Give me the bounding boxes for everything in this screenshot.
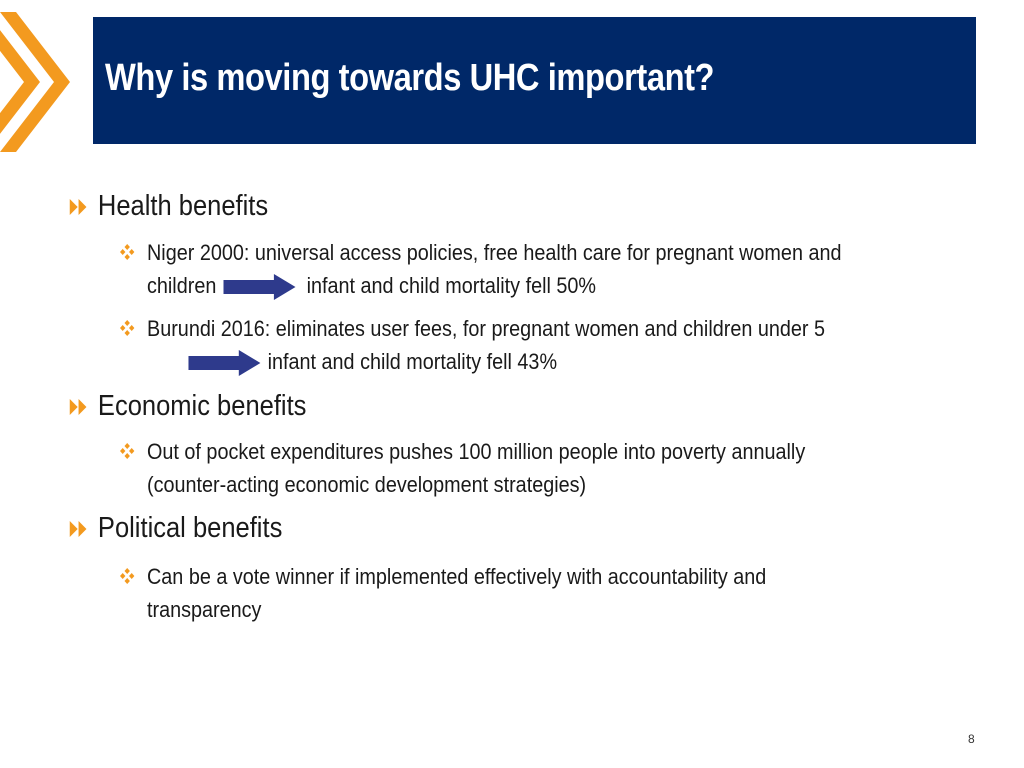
section-heading-economic [68, 390, 306, 423]
list-item [120, 435, 805, 501]
section-heading-label: Health benefits [97, 190, 269, 222]
list-item-line: Can be a vote winner if implemented effectively with accountability and [147, 564, 767, 589]
double-chevron-right-icon [68, 397, 91, 417]
list-item-line [147, 345, 825, 378]
list-item-line: Niger 2000: universal access policies, free health care for pregnant women and [147, 240, 842, 265]
page-number: 8 [968, 732, 975, 746]
four-diamond-icon [120, 568, 134, 584]
list-item [120, 236, 841, 302]
right-arrow-icon [224, 274, 298, 300]
list-item-line: (counter-acting economic development strategies) [147, 472, 587, 497]
section-heading-health [68, 190, 268, 223]
list-item-line: Out of pocket expenditures pushes 100 million people into poverty annually [147, 439, 806, 464]
section-heading-political [68, 512, 282, 545]
right-arrow-icon [188, 350, 262, 376]
list-item-line [147, 269, 841, 302]
list-item-text: children [147, 273, 217, 298]
list-item-text: infant and child mortality fell 50% [306, 273, 597, 298]
double-chevron-right-icon [68, 197, 91, 217]
list-item-line: Burundi 2016: eliminates user fees, for pregnant women and children under 5 [147, 316, 826, 341]
list-item-text: infant and child mortality fell 43% [267, 349, 558, 374]
double-chevron-right-icon [68, 519, 91, 539]
list-item [120, 560, 766, 626]
list-item-line: transparency [147, 597, 262, 622]
section-heading-label: Political benefits [97, 512, 283, 544]
four-diamond-icon [120, 320, 134, 336]
list-item [120, 312, 825, 378]
four-diamond-icon [120, 443, 134, 459]
four-diamond-icon [120, 244, 134, 260]
slide-title: Why is moving towards UHC important? [105, 57, 715, 99]
section-heading-label: Economic benefits [97, 390, 307, 422]
